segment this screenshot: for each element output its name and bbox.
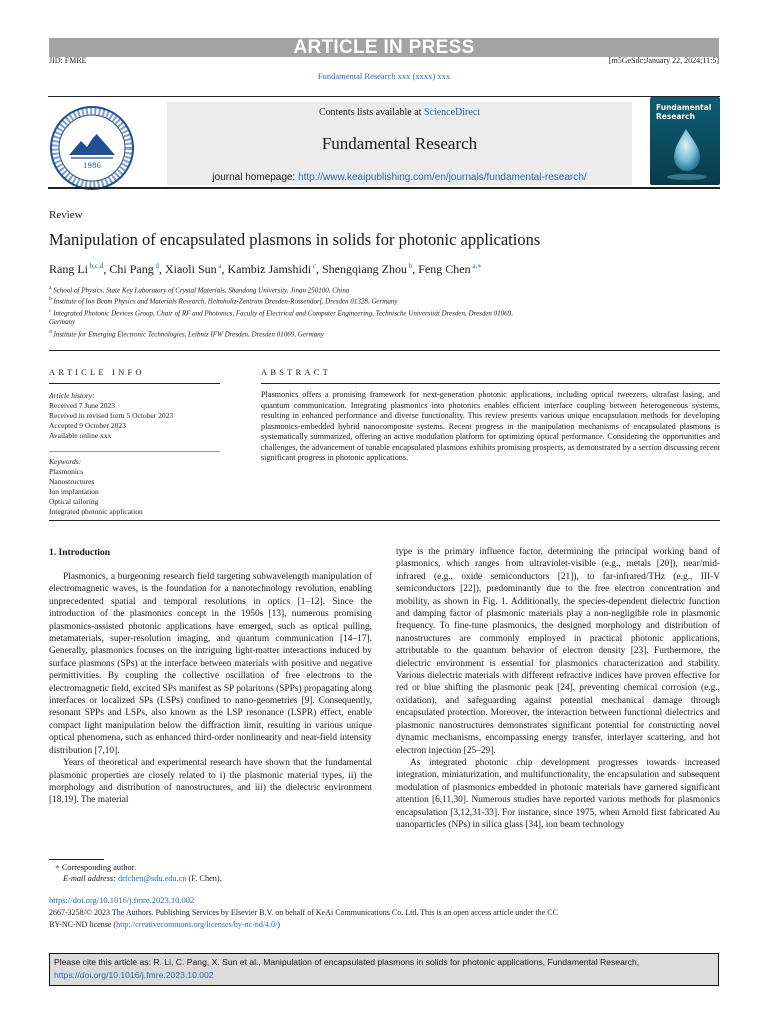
journal-id: JID: FMRE [49, 56, 87, 65]
homepage-prefix: journal homepage: [212, 172, 299, 183]
affiliation-a: $^a$ School of Physics, State Key Laboratory of Crystal Materials, Shandong University, Jinan 250100, China [49, 285, 350, 295]
footnote-rule [49, 859, 104, 860]
keyword-item: Nanostructures [49, 477, 95, 486]
production-stamp: [m5GeSdc;January 22, 2024;11:5] [608, 56, 719, 65]
footnote [55, 862, 375, 884]
author-affiliation-marker[interactable]: b,c,d [88, 262, 104, 270]
paragraph: Plasmonics, a burgeoning research field targeting subwavelength manipulation of electromagnetic waves, is the foundation for a nanotechnology revolution, enabling unprecedented spatial and temporal resolutions in optics [1–12]. Since the introduction of the plasmonics concept in the 1950s [13], numerous promising plasmonics-assisted photonic applications have emerged, such as optical pulling, metamaterials, super-resolution imaging, and quantum communication [14–17]. Generally, plasmonics focuses on the intriguing light-matter interactions induced by surface plasmons (SPs) at the interface between materials with positive and negative permittivities. By coupling the collective oscillation of free electrons to the electromagnetic field, excited SPs manifest as SP polaritons (SPPs) propagating along interfaces or localized SPs (LSPs) confined to nano-geometries [9]. Consequently, resonant SPPs and LSPs, also known as the LSP resonance (LSPR) effect, enable compact light manipulation below the diffraction limit, resulting in various unique optical phenomena, such as enhanced third-order nonlinearity and near-field intensity distribution [7,10]. [49, 572, 372, 756]
running-header[interactable]: Fundamental Research xxx (xxxx) xxx [317, 71, 451, 81]
paragraph: Years of theoretical and experimental research have shown that the fundamental plasmonic properties are closely related to i) the plasmonic material types, ii) the morphology and distribution of nanostructures, and iii) the dielectric environment [18,19]. The material [49, 758, 372, 806]
introduction-heading: 1. Introduction [49, 548, 111, 558]
history-revised: Received in revised form 5 October 2023 [49, 411, 174, 420]
cover-title-1: Fundamental [656, 103, 712, 112]
journal-homepage [167, 172, 632, 183]
article-title: Manipulation of encapsulated plasmons in solids for photonic applications [49, 230, 541, 249]
author-name[interactable]: Shengqiang Zhou [322, 262, 407, 276]
abstract-bottom-rule [49, 520, 720, 521]
license-statement [49, 907, 721, 930]
license-line-1: 2667-3258/© 2023 The Authors. Publishing Services by Elsevier B.V. on behalf of KeAi Communications Co. Ltd. This is an open access article under the CC [49, 908, 558, 917]
doi-link[interactable]: https://doi.org/10.1016/j.fmre.2023.10.002 [49, 895, 195, 905]
corresponding-author-note: ∗ Corresponding author. [55, 863, 137, 872]
abstract-rule [261, 383, 720, 384]
author-affiliation-marker[interactable]: b [407, 262, 413, 270]
section-rule [49, 350, 720, 351]
author-name[interactable]: Xiaoli Sun [164, 262, 217, 276]
body-column-left [49, 571, 372, 807]
citation-doi-link[interactable]: https://doi.org/10.1016/j.fmre.2023.10.002 [54, 969, 214, 980]
author-list: Rang Li $^{b,c,d}$, Chi Pang $^d$, Xiaoli Sun $^a$, Kambiz Jamshidi $^c$, Shengqiang Zhou $^b$, Feng Chen $^{a,∗}$ [49, 262, 482, 276]
homepage-link[interactable]: http://www.keaipublishing.com/en/journals/fundamental-research/ [298, 172, 587, 183]
paragraph: type is the primary influence factor, determining the principal working band of plasmonics, which ranges from ultraviolet-visible (e.g., metals [20]), near/mid-infrared (e.g., oxide semiconductors [21]), to far-infrared/THz (e.g., III-V semiconductors [22]), predominantly due to the free electron concentration and mobility, as shown in Fig. 1. Additionally, the species-dependent dielectric function and damping factor of plasmonic materials play a non-negligible role in plasmonic frequency. To fine-tune plasmonics, the designed morphology and distribution of nanostructures are commonly employed in practical photonic applications, attributable to the quantum behavior of electron density [23]. Furthermore, the dielectric environment is essential for plasmonics characterization and stability. Various dielectric materials with different refractive indices have proven effective for red or blue shifting the plasmonic peak [24], preventing chemical corrosion (e.g., oxidation), and safeguarding against potential mechanical damage through encapsulated protection. Moreover, the interaction between functional dielectrics and plasmonic nanostructures demonstrates significant potential for constructing novel dynamic mechanisms, encompassing energy transfer, interlayer scattering, and hot electron injection [25–29]. [396, 547, 720, 756]
abstract-heading: ABSTRACT [261, 367, 331, 377]
keyword-item: Plasmonics [49, 467, 84, 476]
header-top-rule [48, 96, 720, 97]
author-affiliation-marker[interactable]: c [311, 262, 316, 270]
author-name[interactable]: Feng Chen [418, 262, 471, 276]
article-history [49, 391, 219, 441]
keyword-item: Ion implantation [49, 487, 99, 496]
history-accepted: Accepted 9 October 2023 [49, 421, 126, 430]
journal-cover-image[interactable] [650, 97, 720, 185]
email-suffix: (F. Chen). [186, 874, 222, 883]
author-name[interactable]: Kambiz Jamshidi [227, 262, 312, 276]
author-name[interactable]: Chi Pang [109, 262, 154, 276]
author-affiliation-marker[interactable]: a,∗ [470, 262, 482, 270]
article-in-press-banner: ARTICLE IN PRESS [49, 38, 719, 57]
body-column-right [396, 546, 720, 831]
author-affiliation-marker[interactable]: a [216, 262, 222, 270]
affiliation-b: $^b$ Institute of Ion Beam Physics and Materials Research, Helmholtz-Zentrum Dresden-Rossendorf, Dresden 01328, Germany [49, 296, 398, 306]
history-received: Received 7 June 2023 [49, 401, 116, 410]
article-info-heading: ARTICLE INFO [49, 367, 145, 377]
email-note [55, 873, 375, 884]
license-link[interactable]: http://creativecommons.org/licenses/by-nc-nd/4.0/ [116, 919, 278, 929]
article-info-rule [49, 383, 220, 384]
abstract-text: Plasmonics offers a promising framework for next-generation photonic applications, including optical tweezers, ultrafast lasing, and quantum communication. Integrating plasmonics into photonics enables efficient interface coupling between heterogeneous systems, resulting in enhanced performance and diverse functionality. This review presents various unique encapsulation methods for developing plasmonics-embedded hybrid nanocomposite systems. Recent progress in the manipulation mechanisms of encapsulated plasmons is systematically summarized, offering an active modulation platform for optimizing optical performance. Considering the opportunities and challenges, the advancement of tunable encapsulated plasmons exhibits promising prospects, as demonstrated by a section discussing recent significant progress in photonic applications. [261, 390, 720, 462]
contents-line [167, 107, 632, 118]
cover-title-2: Research [656, 112, 695, 121]
keywords-label: Keywords: [49, 457, 82, 466]
history-online: Available online xxx [49, 431, 112, 440]
keywords-rule [49, 451, 220, 452]
keyword-item: Optical tailoring [49, 497, 99, 506]
author-affiliation-marker[interactable]: d [153, 262, 159, 270]
contents-prefix: Contents lists available at [318, 107, 424, 118]
article-type: Review [49, 209, 83, 221]
paragraph: As integrated photonic chip development progresses towards increased integration, miniaturization, and multifunctionality, the encapsulation and subsequent modulation of plasmonics embedded in photonic materials have garnered significant attention [6,11,30]. Numerous studies have reported various methods for plasmonics encapsulation [3,12,31-33]. For instance, since 1975, when Arnold first fabricated Au nanoparticles (NPs) in silica glass [34], ion beam technology [396, 757, 720, 830]
affiliation-c-cont: Germany [49, 318, 76, 326]
affiliation-c: $^c$ Integrated Photonic Devices Group, Chair of RF and Photonics, Faculty of Electrical and Computer Engineering, Technische Universität Dresden, Dresden 01069, [49, 308, 513, 318]
sciencedirect-link[interactable]: ScienceDirect [423, 107, 481, 118]
affiliation-d: $^d$ Institute for Emerging Electronic Technologies, Leibniz IFW Dresden, Dresden 01069, Germany [49, 329, 324, 339]
keywords [49, 457, 219, 517]
header-bottom-rule [48, 187, 720, 189]
nsfc-logo [49, 105, 135, 191]
journal-name: Fundamental Research [321, 134, 478, 153]
citation-text: Please cite this article as: R. Li, C. Pang, X. Sun et al., Manipulation of encapsulated plasmons in solids for photonic applications, Fundamental Research, https://doi.org/10.1016/j.fmre.2023.10.002 [54, 957, 640, 980]
history-label: Article history: [49, 391, 95, 400]
email-link[interactable]: drfchen@sdu.edu.cn [118, 874, 187, 883]
license-line-2: BY-NC-ND license (http://creativecommons.org/licenses/by-nc-nd/4.0/) [49, 919, 280, 929]
email-label: E-mail address: [63, 874, 118, 883]
keyword-item: Integrated photonic application [49, 507, 143, 516]
author-name[interactable]: Rang Li [49, 262, 88, 276]
logo-year: 1986 [83, 162, 101, 170]
